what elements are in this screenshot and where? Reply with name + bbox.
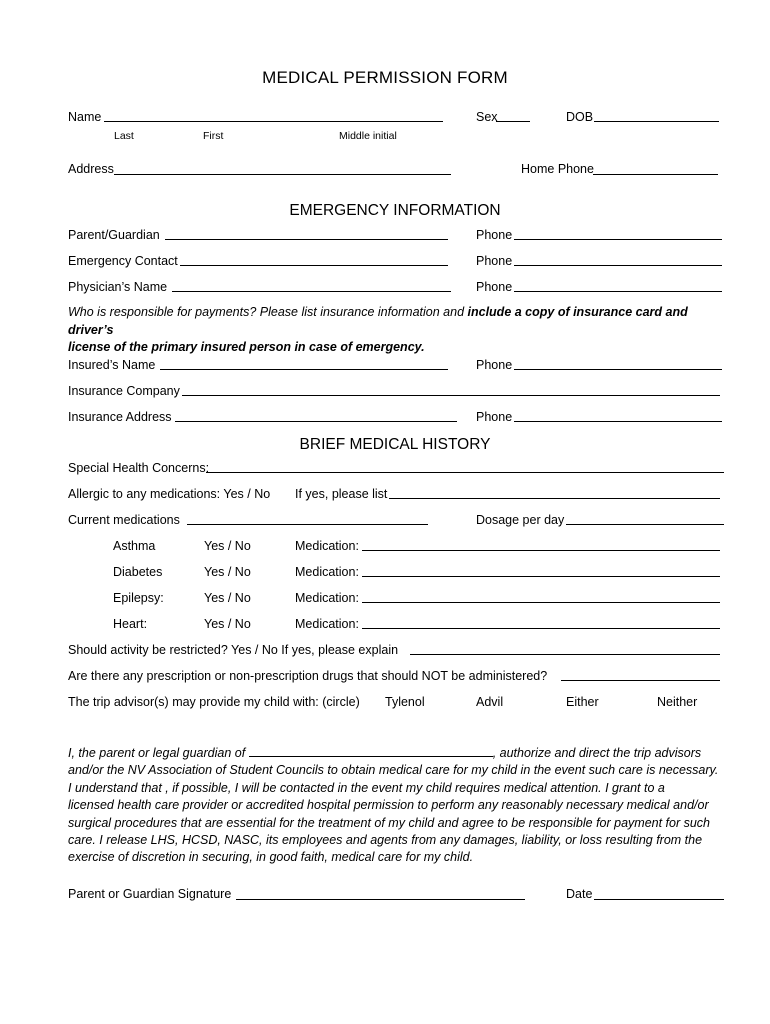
insurance-phone-field[interactable] xyxy=(514,421,722,422)
home-phone-label: Home Phone xyxy=(521,162,594,176)
asthma-medication-field[interactable] xyxy=(362,550,720,551)
authorization-line-end: , authorize and direct the trip advisors xyxy=(492,746,702,760)
not-administered-label: Are there any prescription or non-prescription drugs that should NOT be administered? xyxy=(68,669,548,683)
option-neither[interactable]: Neither xyxy=(657,695,698,709)
payment-note-bold-1: include a copy of insurance card and driver’s xyxy=(68,305,688,337)
physician-name-field[interactable] xyxy=(172,291,451,292)
signature-field[interactable] xyxy=(236,899,525,900)
medication-label: Medication: xyxy=(295,617,359,631)
dosage-label: Dosage per day xyxy=(476,513,565,527)
physician-name-label: Physician’s Name xyxy=(68,280,168,294)
date-label: Date xyxy=(566,887,593,901)
parent-guardian-label: Parent/Guardian xyxy=(68,228,160,242)
activity-restricted-label: Should activity be restricted? Yes / No If yes, please explain xyxy=(68,643,399,657)
condition-name: Asthma xyxy=(113,539,156,553)
dob-label: DOB xyxy=(566,110,594,124)
authorization-line xyxy=(68,745,733,762)
condition-yes-no[interactable]: Yes / No xyxy=(204,591,251,605)
history-heading: BRIEF MEDICAL HISTORY xyxy=(299,436,491,453)
medication-label: Medication: xyxy=(295,591,359,605)
condition-yes-no[interactable]: Yes / No xyxy=(204,617,251,631)
insurance-company-label: Insurance Company xyxy=(68,384,180,398)
authorization-line: I understand that , if possible, I will be contacted in the event my child requires medical attention. I grant to a xyxy=(68,780,665,795)
emergency-contact-label: Emergency Contact xyxy=(68,254,178,268)
authorization-line-start: I, the parent or legal guardian of xyxy=(68,746,249,760)
insurance-address-field[interactable] xyxy=(175,421,457,422)
name-field[interactable] xyxy=(104,121,443,122)
insurance-address-label: Insurance Address xyxy=(68,410,172,424)
allergy-list-field[interactable] xyxy=(389,498,720,499)
parent-guardian-field[interactable] xyxy=(165,239,448,240)
parent-phone-field[interactable] xyxy=(514,239,722,240)
address-label: Address xyxy=(68,162,114,176)
dob-field[interactable] xyxy=(594,121,719,122)
sex-field[interactable] xyxy=(496,121,530,122)
option-either[interactable]: Either xyxy=(566,695,599,709)
dosage-field[interactable] xyxy=(566,524,724,525)
if-yes-list-label: If yes, please list xyxy=(295,487,388,501)
authorization-line: surgical procedures that are essential for the treatment of my child and agree to be responsible for payment for such xyxy=(68,815,711,830)
emergency-phone-label: Phone xyxy=(476,254,513,268)
payment-note-bold-2: license of the primary insured person in case of emergency. xyxy=(68,340,425,354)
address-field[interactable] xyxy=(114,174,451,175)
date-field[interactable] xyxy=(594,899,724,900)
special-concerns-label: Special Health Concerns: xyxy=(68,461,210,475)
sublabel-middle-initial: Middle initial xyxy=(339,130,397,142)
condition-name: Diabetes xyxy=(113,565,163,579)
insured-phone-label: Phone xyxy=(476,358,513,372)
authorization-paragraph xyxy=(68,745,733,867)
emergency-phone-field[interactable] xyxy=(514,265,722,266)
allergic-label: Allergic to any medications: Yes / No xyxy=(68,487,271,501)
sublabel-first: First xyxy=(203,130,224,142)
condition-name: Epilepsy: xyxy=(113,591,164,605)
medication-label: Medication: xyxy=(295,539,359,553)
authorization-line: care. I release LHS, HCSD, NASC, its employees and agents from any damages, liability, or loss resulting from the xyxy=(68,833,703,848)
current-medications-field[interactable] xyxy=(187,524,428,525)
physician-phone-field[interactable] xyxy=(514,291,722,292)
insured-name-label: Insured’s Name xyxy=(68,358,156,372)
emergency-contact-field[interactable] xyxy=(180,265,448,266)
not-administered-field[interactable] xyxy=(561,680,720,681)
physician-phone-label: Phone xyxy=(476,280,513,294)
child-name-field[interactable] xyxy=(249,745,493,757)
option-tylenol[interactable]: Tylenol xyxy=(385,695,425,709)
insured-name-field[interactable] xyxy=(160,369,448,370)
condition-yes-no[interactable]: Yes / No xyxy=(204,565,251,579)
authorization-line: licensed health care provider or accredited hospital permission to perform any reasonably necessary medical and/or xyxy=(68,798,709,813)
authorization-line: and/or the NV Association of Student Councils to obtain medical care for my child in the event such care is necessary. xyxy=(68,763,719,778)
payment-note xyxy=(68,304,733,357)
activity-restricted-field[interactable] xyxy=(410,654,720,655)
special-concerns-field[interactable] xyxy=(206,472,724,473)
signature-label: Parent or Guardian Signature xyxy=(68,887,232,901)
authorization-line: exercise of discretion in securing, in good faith, medical care for my child. xyxy=(68,850,474,865)
parent-phone-label: Phone xyxy=(476,228,513,242)
name-label: Name xyxy=(68,110,102,124)
medication-label: Medication: xyxy=(295,565,359,579)
condition-yes-no[interactable]: Yes / No xyxy=(204,539,251,553)
home-phone-field[interactable] xyxy=(593,174,718,175)
condition-name: Heart: xyxy=(113,617,148,631)
insurance-phone-label: Phone xyxy=(476,410,513,424)
form-title: MEDICAL PERMISSION FORM xyxy=(262,68,508,87)
sublabel-last: Last xyxy=(114,130,134,142)
payment-note-plain: Who is responsible for payments? Please list insurance information and xyxy=(68,305,468,319)
heart-medication-field[interactable] xyxy=(362,628,720,629)
option-advil[interactable]: Advil xyxy=(476,695,504,709)
sex-label: Sex xyxy=(476,110,498,124)
insured-phone-field[interactable] xyxy=(514,369,722,370)
emergency-heading: EMERGENCY INFORMATION xyxy=(289,202,501,219)
current-medications-label: Current medications xyxy=(68,513,180,527)
epilepsy-medication-field[interactable] xyxy=(362,602,720,603)
insurance-company-field[interactable] xyxy=(182,395,720,396)
trip-advisor-label: The trip advisor(s) may provide my child with: (circle) xyxy=(68,695,360,709)
diabetes-medication-field[interactable] xyxy=(362,576,720,577)
